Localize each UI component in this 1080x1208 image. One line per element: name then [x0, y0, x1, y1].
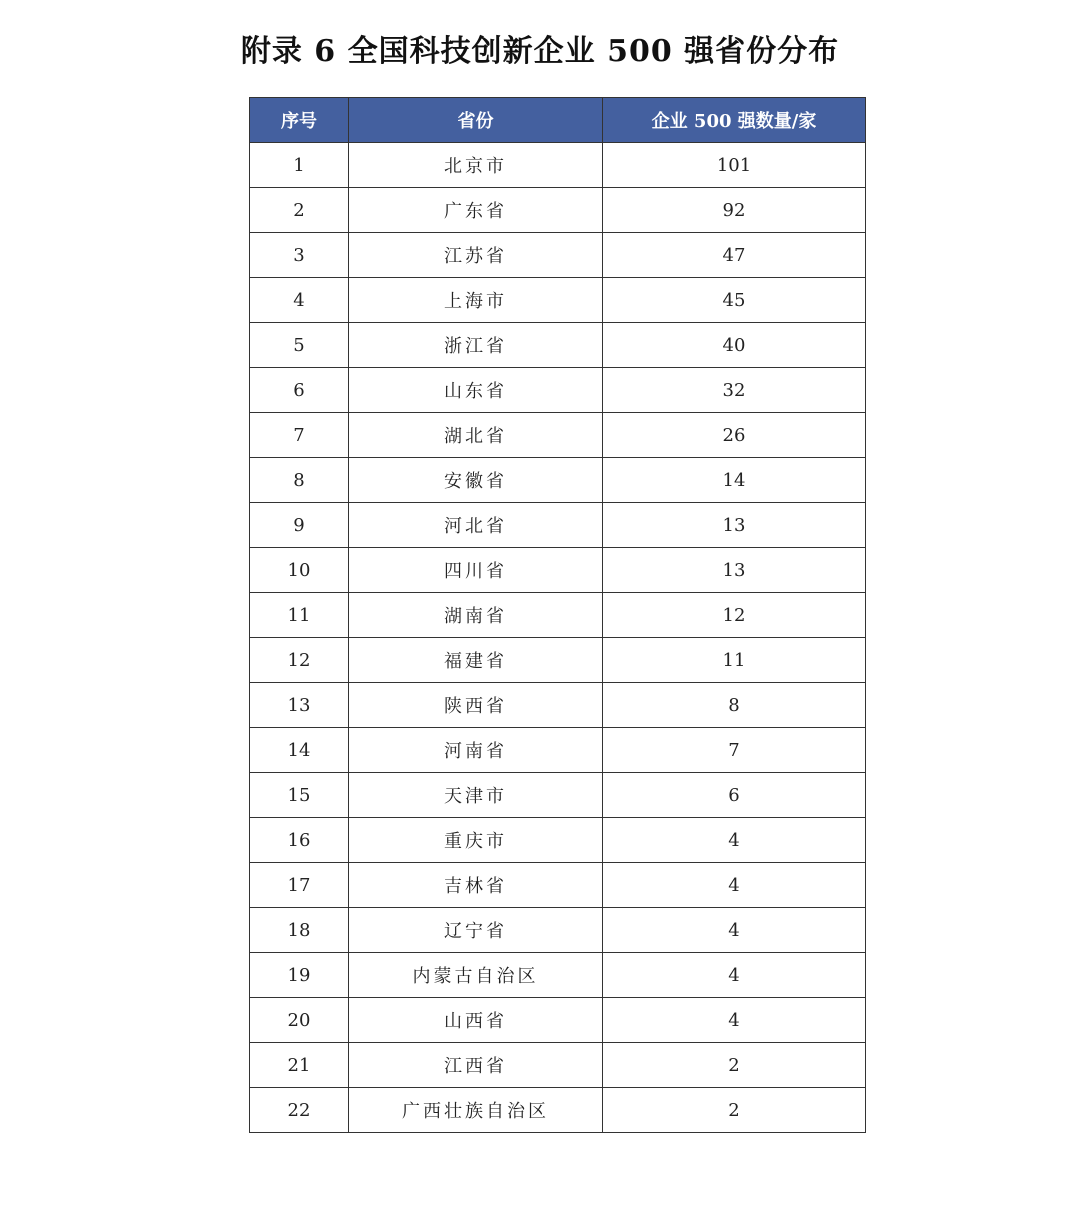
province-cell: 重庆市 [349, 818, 603, 863]
header-province: 省份 [349, 98, 603, 143]
province-cell: 湖北省 [349, 413, 603, 458]
table-row [250, 323, 866, 368]
count-cell: 13 [603, 503, 866, 548]
count-cell: 2 [603, 1043, 866, 1088]
table-row [250, 233, 866, 278]
rank-cell: 22 [250, 1088, 349, 1133]
table-row [250, 368, 866, 413]
count-cell: 4 [603, 818, 866, 863]
table-row [250, 728, 866, 773]
table-row [250, 593, 866, 638]
table-header [250, 98, 866, 143]
header-row [250, 98, 866, 143]
province-cell: 河南省 [349, 728, 603, 773]
table-row [250, 413, 866, 458]
count-cell: 12 [603, 593, 866, 638]
table-row [250, 548, 866, 593]
table-row [250, 683, 866, 728]
table-row [250, 998, 866, 1043]
table-body [250, 143, 866, 1133]
page-title: 附录 6 全国科技创新企业 500 强省份分布 [240, 34, 840, 69]
count-cell: 4 [603, 863, 866, 908]
province-cell: 天津市 [349, 773, 603, 818]
province-cell: 江苏省 [349, 233, 603, 278]
rank-cell: 7 [250, 413, 349, 458]
province-cell: 河北省 [349, 503, 603, 548]
rank-cell: 2 [250, 188, 349, 233]
count-cell: 26 [603, 413, 866, 458]
province-cell: 湖南省 [349, 593, 603, 638]
rank-cell: 11 [250, 593, 349, 638]
province-cell: 广西壮族自治区 [349, 1088, 603, 1133]
count-cell: 6 [603, 773, 866, 818]
rank-cell: 20 [250, 998, 349, 1043]
rank-cell: 19 [250, 953, 349, 998]
count-cell: 4 [603, 908, 866, 953]
table-row [250, 638, 866, 683]
table-row [250, 863, 866, 908]
rank-cell: 17 [250, 863, 349, 908]
table-row [250, 1043, 866, 1088]
rank-cell: 15 [250, 773, 349, 818]
table-row [250, 188, 866, 233]
count-cell: 13 [603, 548, 866, 593]
count-cell: 14 [603, 458, 866, 503]
province-cell: 辽宁省 [349, 908, 603, 953]
table-row [250, 818, 866, 863]
count-cell: 2 [603, 1088, 866, 1133]
table-row [250, 458, 866, 503]
province-cell: 上海市 [349, 278, 603, 323]
province-cell: 安徽省 [349, 458, 603, 503]
rank-cell: 1 [250, 143, 349, 188]
count-cell: 8 [603, 683, 866, 728]
rank-cell: 9 [250, 503, 349, 548]
province-cell: 福建省 [349, 638, 603, 683]
count-cell: 4 [603, 998, 866, 1043]
count-cell: 92 [603, 188, 866, 233]
count-cell: 40 [603, 323, 866, 368]
rank-cell: 21 [250, 1043, 349, 1088]
count-cell: 101 [603, 143, 866, 188]
table-row [250, 503, 866, 548]
table-row [250, 143, 866, 188]
count-cell: 32 [603, 368, 866, 413]
header-rank: 序号 [250, 98, 349, 143]
rank-cell: 8 [250, 458, 349, 503]
rank-cell: 6 [250, 368, 349, 413]
rank-cell: 13 [250, 683, 349, 728]
province-cell: 北京市 [349, 143, 603, 188]
count-cell: 47 [603, 233, 866, 278]
count-cell: 11 [603, 638, 866, 683]
table-row [250, 278, 866, 323]
province-cell: 吉林省 [349, 863, 603, 908]
rank-cell: 3 [250, 233, 349, 278]
header-count: 企业 500 强数量/家 [603, 98, 866, 143]
table-row [250, 1088, 866, 1133]
province-cell: 四川省 [349, 548, 603, 593]
table-row [250, 773, 866, 818]
table-row [250, 953, 866, 998]
province-cell: 山西省 [349, 998, 603, 1043]
province-cell: 江西省 [349, 1043, 603, 1088]
province-cell: 广东省 [349, 188, 603, 233]
rank-cell: 14 [250, 728, 349, 773]
rank-cell: 12 [250, 638, 349, 683]
province-cell: 山东省 [349, 368, 603, 413]
table-row [250, 908, 866, 953]
count-cell: 45 [603, 278, 866, 323]
rank-cell: 10 [250, 548, 349, 593]
count-cell: 4 [603, 953, 866, 998]
rank-cell: 4 [250, 278, 349, 323]
province-cell: 陕西省 [349, 683, 603, 728]
province-cell: 内蒙古自治区 [349, 953, 603, 998]
count-cell: 7 [603, 728, 866, 773]
rank-cell: 18 [250, 908, 349, 953]
rank-cell: 16 [250, 818, 349, 863]
rank-cell: 5 [250, 323, 349, 368]
province-distribution-table [249, 97, 866, 1133]
province-cell: 浙江省 [349, 323, 603, 368]
